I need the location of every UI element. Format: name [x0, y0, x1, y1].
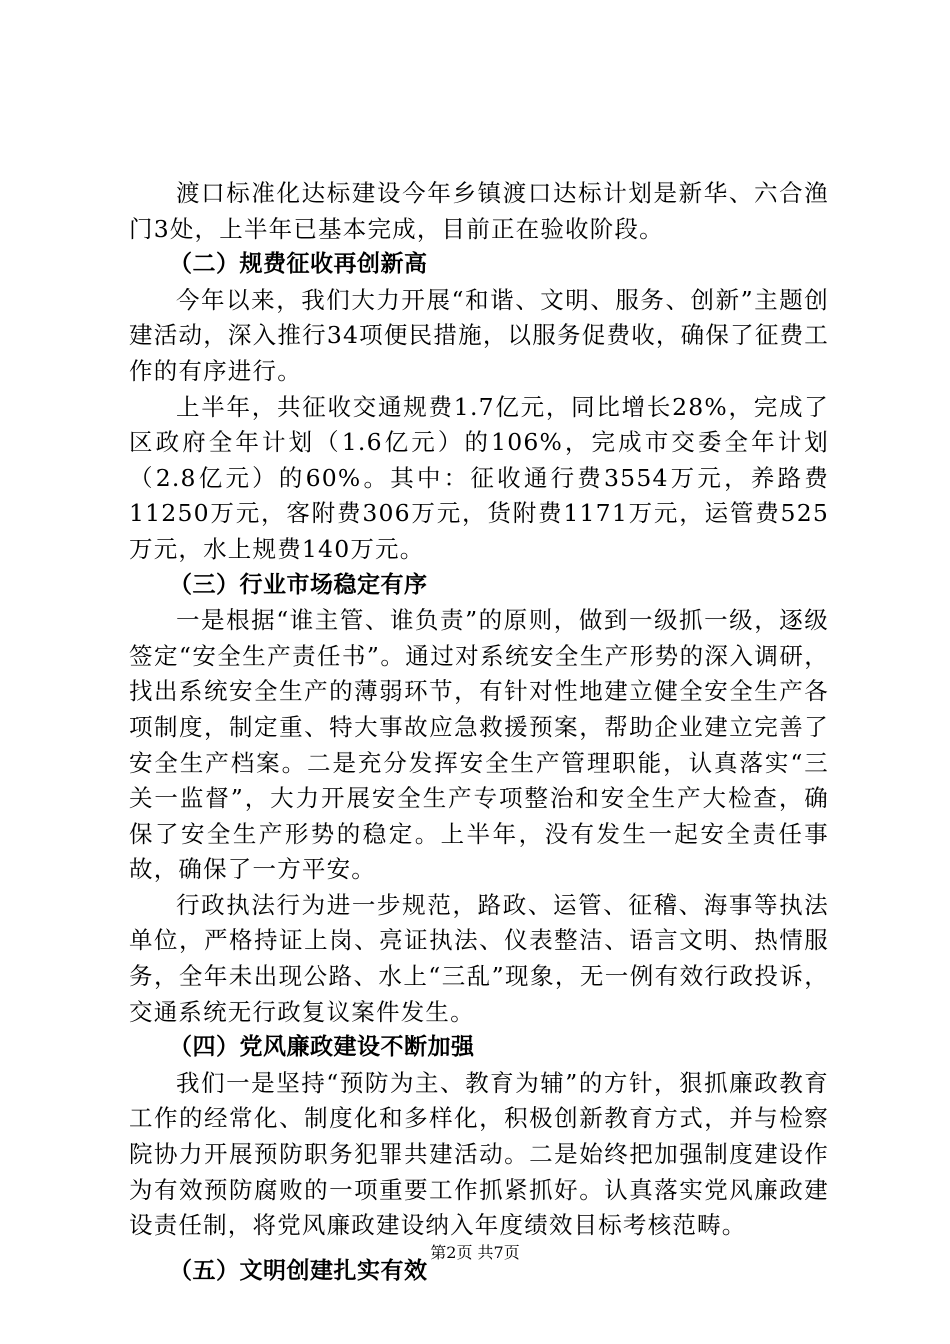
section-heading-market-stability: （三）行业市场稳定有序 — [169, 571, 428, 598]
section-heading-integrity-building: （四）党风廉政建设不断加强 — [169, 1034, 475, 1061]
paragraph-integrity-education: 我们一是坚持“预防为主、教育为辅”的方针，狠抓廉政教育工作的经常化、制度化和多样化，积极创新教育方式，并与检察院协力开展预防职务犯罪共建活动。二是始终把加强制度建设作为有效预防腐败的一项重要工作抓紧抓好。认真落实党风廉政建设责任制，将党风廉政建设纳入年度绩效目标考核范畴。 — [129, 1068, 829, 1240]
page-number-footer: 第2页 共7页 — [430, 1243, 520, 1262]
paragraph-fee-figures: 上半年，共征收交通规费1.7亿元，同比增长28%，完成了区政府全年计划（1.6亿元）的106%，完成市交委全年计划（2.8亿元）的60%。其中：征收通行费3554万元，养路费11250万元，客附费306万元，货附费1171万元，运管费525万元，水上规费140万元。 — [129, 392, 829, 563]
section-heading-fee-collection: （二）规费征收再创新高 — [169, 251, 428, 278]
section-heading-civilization-building: （五）文明创建扎实有效 — [169, 1257, 428, 1284]
document-body — [129, 176, 829, 1289]
paragraph-administrative-enforcement: 行政执法行为进一步规范，路政、运管、征稽、海事等执法单位，严格持证上岗、亮证执法、仪表整洁、语言文明、热情服务，全年未出现公路、水上“三乱”现象，无一例有效行政投诉，交通系统无行政复议案件发生。 — [129, 890, 829, 1026]
paragraph-safety-production: 一是根据“谁主管、谁负责”的原则，做到一级抓一级，逐级签定“安全生产责任书”。通过对系统安全生产形势的深入调研，找出系统安全生产的薄弱环节，有针对性地建立健全安全生产各项制度，制定重、特大事故应急救援预案，帮助企业建立完善了安全生产档案。二是充分发挥安全生产管理职能，认真落实“三关一监督”，大力开展安全生产专项整治和安全生产大检查，确保了安全生产形势的稳定。上半年，没有发生一起安全责任事故，确保了一方平安。 — [129, 606, 829, 884]
paragraph-ferry-standardization: 渡口标准化达标建设今年乡镇渡口达标计划是新华、六合渔门3处，上半年已基本完成，目前正在验收阶段。 — [129, 179, 829, 243]
paragraph-themed-activities: 今年以来，我们大力开展“和谐、文明、服务、创新”主题创建活动，深入推行34项便民措施，以服务促费收，确保了征费工作的有序进行。 — [129, 285, 829, 385]
